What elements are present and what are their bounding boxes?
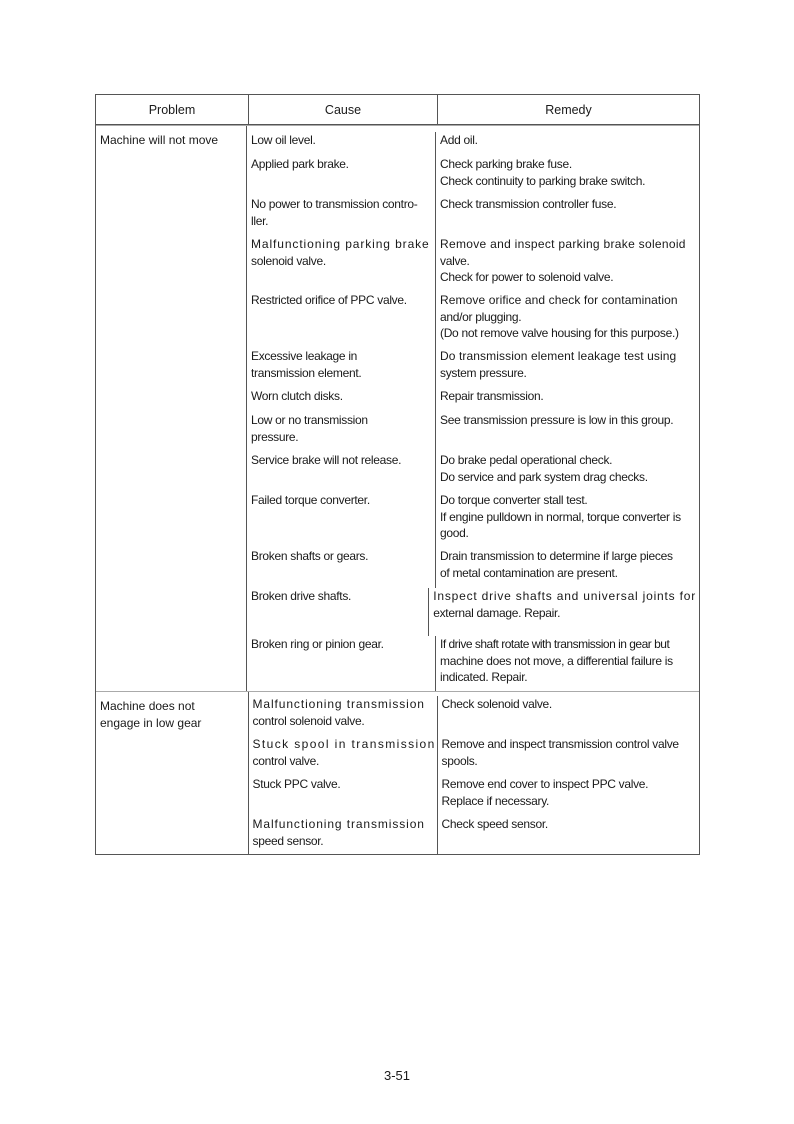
- cause-cell: [247, 348, 436, 388]
- cause-text: solenoid valve.: [251, 253, 326, 268]
- remedy-cell: [436, 348, 699, 388]
- table-row: [247, 126, 699, 156]
- remedy-text: (Do not remove valve housing for this purpose.): [440, 326, 679, 340]
- table-row: [247, 196, 699, 236]
- remedy-text: Drain transmission to determine if large pieces: [440, 549, 673, 563]
- remedy-cell: [438, 736, 699, 776]
- remedy-text: Check speed sensor.: [441, 817, 548, 831]
- table-row: [247, 388, 699, 412]
- remedy-text: of metal contamination are present.: [440, 565, 618, 580]
- cause-text: Low oil level.: [251, 133, 316, 147]
- remedy-text: Inspect drive shafts and universal joints for: [433, 589, 696, 603]
- cause-text: Service brake will not release.: [251, 453, 402, 467]
- table-row: [249, 736, 699, 776]
- cause-remedy-rows: [247, 126, 699, 691]
- cause-text: speed sensor.: [252, 833, 324, 848]
- cause-text: Broken shafts or gears.: [251, 549, 369, 563]
- remedy-text: Do transmission element leakage test using: [440, 349, 677, 363]
- remedy-text: spools.: [441, 753, 478, 768]
- cause-text: Worn clutch disks.: [251, 389, 343, 403]
- remedy-text: valve.: [440, 253, 470, 268]
- table-row: [247, 412, 699, 452]
- remedy-text: Do brake pedal operational check.: [440, 453, 613, 467]
- cause-cell: [247, 588, 429, 636]
- remedy-text: Repair transmission.: [440, 389, 544, 403]
- cause-text: ller.: [251, 213, 269, 228]
- cause-text: Broken ring or pinion gear.: [251, 637, 384, 651]
- cause-text: No power to transmission contro-: [251, 197, 418, 211]
- remedy-text: Check continuity to parking brake switch.: [440, 173, 646, 188]
- table-row: [247, 156, 699, 196]
- remedy-cell: [436, 412, 699, 452]
- table-row: [247, 292, 699, 348]
- remedy-text: Remove and inspect parking brake solenoid: [440, 237, 686, 251]
- remedy-text: Remove orifice and check for contamination: [440, 293, 678, 307]
- remedy-text: Check for power to solenoid valve.: [440, 270, 614, 284]
- cause-cell: [249, 776, 438, 816]
- cause-text: Stuck PPC valve.: [252, 777, 341, 791]
- remedy-text: Replace if necessary.: [441, 793, 550, 808]
- problem-cell: [96, 692, 249, 854]
- problem-text: engage in low gear: [100, 716, 202, 730]
- header-problem: Problem: [96, 95, 249, 124]
- cause-remedy-rows: [249, 692, 699, 854]
- table-row: [249, 816, 699, 854]
- cause-text: Malfunctioning parking brake: [251, 237, 430, 251]
- cause-text: Broken drive shafts.: [251, 589, 352, 603]
- table-row: [247, 548, 699, 588]
- remedy-cell: [436, 236, 699, 292]
- cause-cell: [247, 492, 436, 548]
- problem-text: Machine will not move: [100, 133, 219, 147]
- remedy-text: Do torque converter stall test.: [440, 493, 588, 507]
- remedy-cell: [429, 588, 699, 636]
- cause-cell: [249, 736, 438, 776]
- remedy-text: Remove and inspect transmission control valve: [441, 737, 679, 751]
- remedy-text: Remove end cover to inspect PPC valve.: [441, 777, 649, 791]
- cause-text: Failed torque converter.: [251, 493, 370, 507]
- cause-text: Excessive leakage in: [251, 349, 358, 363]
- page-number: 3-51: [383, 1068, 411, 1083]
- cause-text: Malfunctioning transmission: [252, 817, 425, 831]
- cause-text: transmission element.: [251, 365, 362, 380]
- remedy-text: If drive shaft rotate with transmission in gear but: [440, 637, 670, 651]
- table-row: [249, 776, 699, 816]
- cause-cell: [247, 412, 436, 452]
- cause-text: pressure.: [251, 429, 299, 444]
- remedy-text: Check solenoid valve.: [441, 697, 552, 711]
- cause-cell: [247, 236, 436, 292]
- remedy-text: system pressure.: [440, 365, 527, 380]
- remedy-cell: [436, 492, 699, 548]
- remedy-cell: [436, 388, 699, 412]
- remedy-text: If engine pulldown in normal, torque converter is: [440, 509, 681, 524]
- remedy-cell: [438, 816, 699, 854]
- table-row: [247, 636, 699, 691]
- cause-cell: [247, 156, 436, 196]
- cause-text: Low or no transmission: [251, 413, 368, 427]
- cause-cell: [247, 452, 436, 492]
- cause-text: Stuck spool in transmission: [252, 737, 436, 751]
- table-row: [249, 692, 699, 736]
- cause-cell: [247, 548, 436, 588]
- problem-group: [96, 125, 699, 691]
- remedy-text: external damage. Repair.: [433, 605, 561, 620]
- remedy-text: See transmission pressure is low in this group.: [440, 413, 674, 427]
- remedy-cell: [436, 196, 699, 236]
- troubleshooting-table: [95, 94, 700, 855]
- remedy-text: Check transmission controller fuse.: [440, 197, 617, 211]
- remedy-cell: [436, 548, 699, 588]
- remedy-text: good.: [440, 526, 469, 540]
- table-header-row: [96, 95, 699, 125]
- remedy-cell: [436, 292, 699, 348]
- remedy-cell: [436, 636, 699, 691]
- cause-text: control valve.: [252, 753, 320, 768]
- remedy-cell: [436, 132, 699, 156]
- cause-cell: [249, 696, 438, 736]
- header-remedy: Remedy: [545, 102, 592, 117]
- cause-cell: [247, 292, 436, 348]
- remedy-cell: [436, 452, 699, 492]
- remedy-text: Add oil.: [440, 133, 478, 147]
- problem-cell: [96, 126, 247, 691]
- cause-cell: [247, 132, 436, 156]
- problem-text: Machine does not: [100, 699, 195, 713]
- table-row: [247, 588, 699, 636]
- remedy-text: indicated. Repair.: [440, 670, 528, 684]
- cause-text: Malfunctioning transmission: [252, 697, 425, 711]
- table-row: [247, 236, 699, 292]
- remedy-text: Check parking brake fuse.: [440, 157, 572, 171]
- table-row: [247, 348, 699, 388]
- cause-cell: [247, 636, 436, 691]
- header-cause: Cause: [249, 95, 438, 124]
- remedy-text: Do service and park system drag checks.: [440, 469, 648, 484]
- cause-text: Restricted orifice of PPC valve.: [251, 293, 407, 307]
- table-row: [247, 452, 699, 492]
- table-row: [247, 492, 699, 548]
- problem-group: [96, 691, 699, 854]
- remedy-cell: [438, 696, 699, 736]
- cause-text: Applied park brake.: [251, 157, 349, 171]
- cause-cell: [247, 196, 436, 236]
- remedy-text: and/or plugging.: [440, 309, 522, 324]
- remedy-text: machine does not move, a differential failure is: [440, 653, 673, 668]
- remedy-cell: [438, 776, 699, 816]
- cause-text: control solenoid valve.: [252, 713, 365, 728]
- cause-cell: [249, 816, 438, 854]
- remedy-cell: [436, 156, 699, 196]
- cause-cell: [247, 388, 436, 412]
